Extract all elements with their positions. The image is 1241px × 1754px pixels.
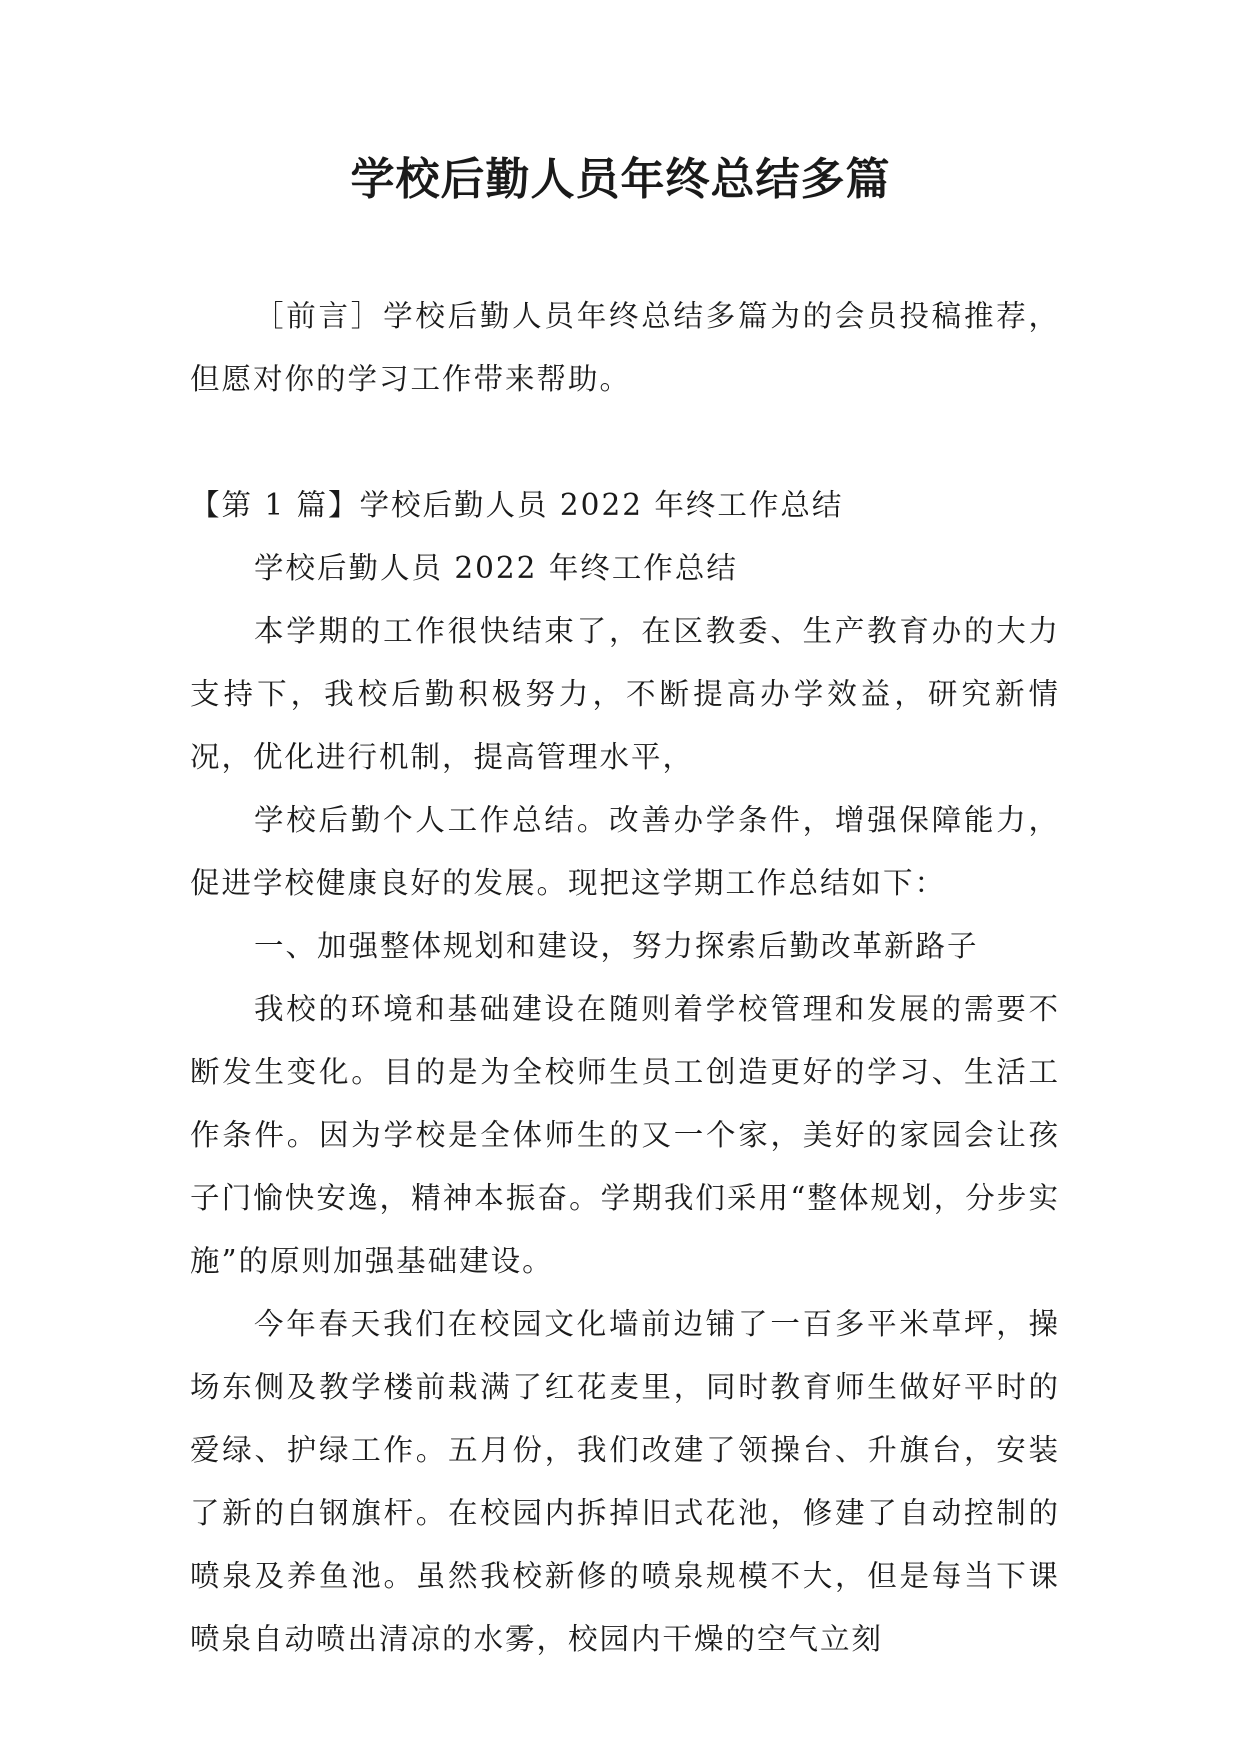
preface-paragraph: ［前言］学校后勤人员年终总结多篇为的会员投稿推荐，但愿对你的学习工作带来帮助。 bbox=[190, 299, 1060, 396]
section-heading: 【第 1 篇】学校后勤人员 2022 年终工作总结 bbox=[190, 488, 844, 522]
body-paragraph: 本学期的工作很快结束了，在区教委、生产教育办的大力支持下，我校后勤积极努力，不断提高办学效益，研究新情况，优化进行机制，提高管理水平， bbox=[190, 614, 1060, 774]
body-paragraph: 今年春天我们在校园文化墙前边铺了一百多平米草坪，操场东侧及教学楼前栽满了红花麦里，同时教育师生做好平时的爱绿、护绿工作。五月份，我们改建了领操台、升旗台，安装了新的白钢旗杆。在校园内拆掉旧式花池，修建了自动控制的喷泉及养鱼池。虽然我校新修的喷泉规模不大，但是每当下课喷泉自动喷出清凉的水雾，校园内干燥的空气立刻 bbox=[190, 1307, 1060, 1656]
document-body bbox=[190, 285, 1060, 1671]
body-paragraph: 学校后勤个人工作总结。改善办学条件，增强保障能力，促进学校健康良好的发展。现把这学期工作总结如下： bbox=[190, 803, 1060, 900]
section-spacer bbox=[190, 411, 1060, 474]
document-title: 学校后勤人员年终总结多篇 bbox=[350, 154, 891, 205]
body-paragraph: 一、加强整体规划和建设，努力探索后勤改革新路子 bbox=[254, 929, 979, 963]
body-paragraph: 我校的环境和基础建设在随则着学校管理和发展的需要不断发生变化。目的是为全校师生员工创造更好的学习、生活工作条件。因为学校是全体师生的又一个家，美好的家园会让孩子门愉快安逸，精神本振奋。学期我们采用“整体规划，分步实施”的原则加强基础建设。 bbox=[190, 992, 1060, 1278]
body-paragraph: 学校后勤人员 2022 年终工作总结 bbox=[254, 551, 738, 585]
